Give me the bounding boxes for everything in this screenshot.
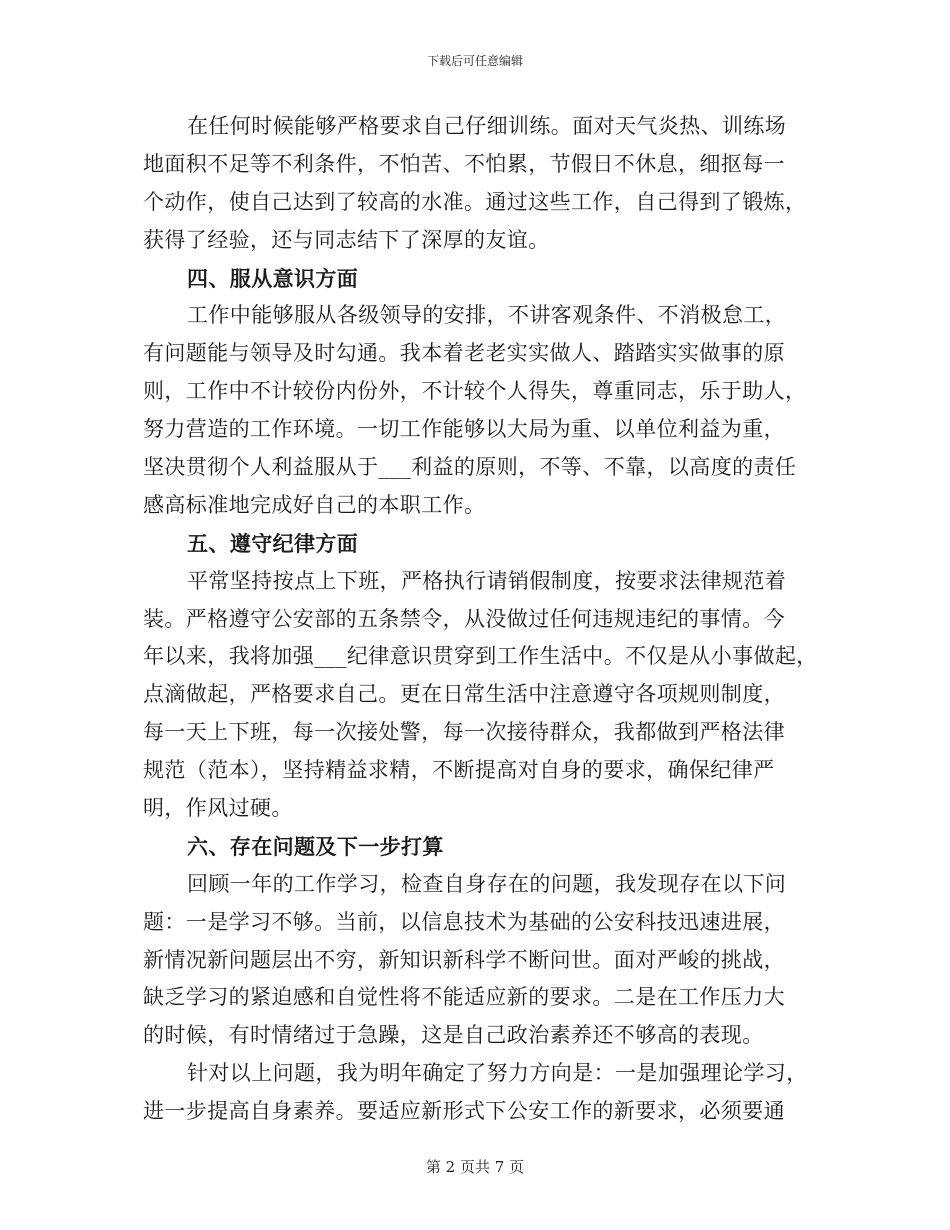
body-text-line: 则，工作中不计较份内份外，不计较个人得失，尊重同志，乐于助人， bbox=[143, 379, 807, 404]
body-text-line: 获得了经验，还与同志结下了深厚的友谊。 bbox=[143, 227, 550, 252]
body-text-line: 明，作风过硬。 bbox=[143, 796, 293, 821]
body-text-line: 平常坚持按点上下班，严格执行请销假制度，按要求法律规范着 bbox=[187, 568, 787, 593]
body-text-line: 感高标准地完成好自己的本职工作。 bbox=[143, 492, 486, 517]
page-footer: 第 2 页共 7 页 bbox=[425, 1158, 525, 1176]
body-text-line: 工作中能够服从各级领导的安排，不讲客观条件、不消极怠工， bbox=[187, 303, 787, 328]
section-heading: 六、存在问题及下一步打算 bbox=[187, 833, 444, 859]
body-text-line: 回顾一年的工作学习，检查自身存在的问题，我发现存在以下问 bbox=[187, 871, 787, 896]
body-text-line: 点滴做起，严格要求自己。更在日常生活中注意遵守各项规则制度， bbox=[143, 682, 785, 707]
body-text-line: 装。严格遵守公安部的五条禁令，从没做过任何违规违纪的事情。今 bbox=[143, 606, 785, 631]
body-text-line: 个动作，使自己达到了较高的水准。通过这些工作，自己得到了锻炼， bbox=[143, 189, 807, 214]
body-text-line: 在任何时候能够严格要求自己仔细训练。面对天气炎热、训练场 bbox=[187, 114, 787, 138]
body-text-line: 规范（范本），坚持精益求精，不断提高对自身的要求，确保纪律严 bbox=[143, 758, 775, 783]
page-header: 下载后可任意编辑 bbox=[426, 54, 523, 68]
body-text-line: 进一步提高自身素养。要适应新形式下公安工作的新要求，必须要通 bbox=[143, 1099, 785, 1124]
section-heading: 四、服从意识方面 bbox=[187, 265, 359, 291]
body-text-line: 针对以上问题，我为明年确定了努力方向是：一是加强理论学习， bbox=[187, 1061, 808, 1086]
body-text-line: 每一天上下班，每一次接处警，每一次接待群众，我都做到严格法律 bbox=[143, 720, 785, 745]
body-text-line: 新情况新问题层出不穷，新知识新科学不断问世。面对严峻的挑战， bbox=[143, 947, 785, 972]
body-text-line: 的时候，有时情绪过于急躁，这是自己政治素养还不够高的表现。 bbox=[143, 1023, 764, 1048]
body-text-line: 题：一是学习不够。当前，以信息技术为基础的公安科技迅速进展， bbox=[143, 909, 785, 934]
body-text-line: 年以来，我将加强___纪律意识贯穿到工作生活中。不仅是从小事做起， bbox=[143, 644, 818, 669]
section-heading: 五、遵守纪律方面 bbox=[187, 530, 359, 556]
body-text-line: 努力营造的工作环境。一切工作能够以大局为重、以单位利益为重， bbox=[143, 417, 785, 442]
body-text-line: 地面积不足等不利条件，不怕苦、不怕累，节假日不休息，细抠每一 bbox=[143, 151, 785, 176]
body-text-line: 有问题能与领导及时勾通。我本着老老实实做人、踏踏实实做事的原 bbox=[143, 341, 785, 366]
document-body bbox=[143, 108, 823, 1131]
body-text-line: 缺乏学习的紧迫感和自觉性将不能适应新的要求。二是在工作压力大 bbox=[143, 985, 785, 1010]
body-text-line: 坚决贯彻个人利益服从于___利益的原则，不等、不靠，以高度的责任 bbox=[143, 455, 797, 480]
